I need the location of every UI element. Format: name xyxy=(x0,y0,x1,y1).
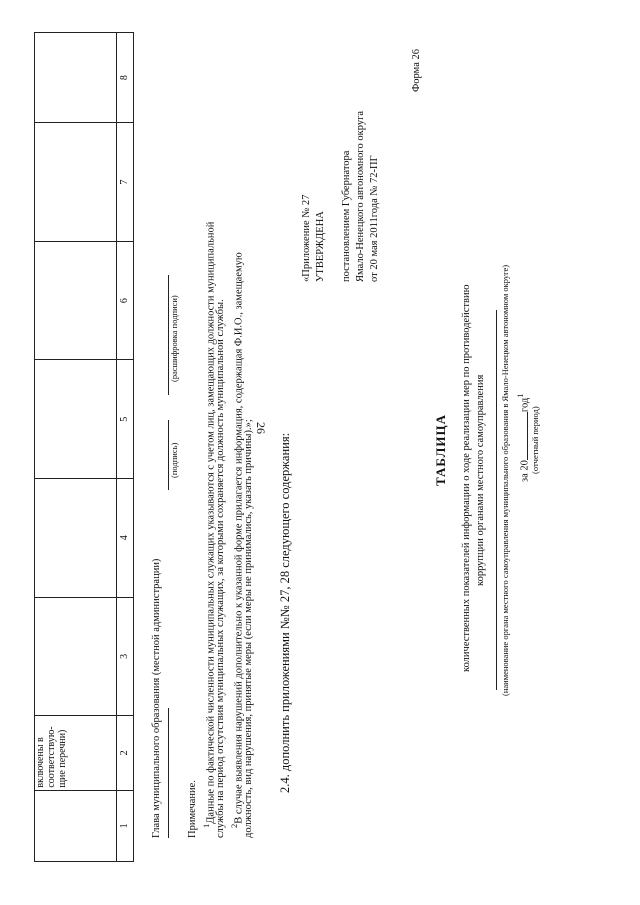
organ-name-note: (наименование органа местного самоуправления муниципального образования в Ямало-Ненецком автономном округе) xyxy=(500,264,510,696)
note-footnote-1: 1 xyxy=(201,823,211,828)
table-col-number: 5 xyxy=(116,360,133,479)
table-col-number: 7 xyxy=(116,123,133,242)
signature-rasshifrovka: (расшифровка подписи) xyxy=(169,295,179,382)
head-signature-label: Глава муниципального образования (местной администрации) xyxy=(151,558,162,838)
period-note: (отчетный период) xyxy=(530,406,540,474)
table-header-cell-7 xyxy=(35,123,117,242)
note-line-4: должность, вид нарушения, принятые меры (если меры не принимались, указать причины).»; xyxy=(243,419,254,838)
table-header-line: включены в xyxy=(35,737,46,788)
period-footnote: 1 xyxy=(515,393,525,398)
appendix-line-5: от 20 мая 2011года № 72-ПГ xyxy=(369,155,380,282)
indicators-table xyxy=(34,32,134,862)
appendix-line-2: УТВЕРЖДЕНА xyxy=(315,211,326,282)
table-col-number: 1 xyxy=(116,790,133,861)
appendix-line-1: «Приложение № 27 xyxy=(301,194,312,282)
appendix-line-4: Ямало-Ненецкого автономного округа xyxy=(355,110,366,282)
table-header-line: соответствую- xyxy=(46,726,57,788)
period-year-blank xyxy=(527,412,528,460)
table-col-number: 4 xyxy=(116,479,133,598)
table-header-cell-6 xyxy=(35,241,117,360)
table-header-cell-4 xyxy=(35,479,117,598)
table-col-number: 6 xyxy=(116,241,133,360)
note-text-1: Данные по фактической численности муниципальных служащих указываются с учетом лиц, замещающих должности муниципальной xyxy=(205,221,217,824)
appendix-line-3: постановлением Губернатора xyxy=(341,150,352,282)
table-header-cell-2 xyxy=(35,716,117,791)
table-header-line: щие перечни) xyxy=(57,729,68,788)
table-header-cell-5 xyxy=(35,360,117,479)
table-col-number: 3 xyxy=(116,597,133,716)
table-header-cell-1 xyxy=(35,790,117,861)
note-text-3: В случае выявления нарушений дополнительно к указанной форме прилагается информация, содержащая Ф.И.О., замещаемую xyxy=(233,252,245,824)
note-line-2: службы на период отсутствия муниципальных служащих, за которыми сохраняется должность муниципальной службы. xyxy=(215,299,226,838)
heading-line-1: количественных показателей информации о ходе реализации мер по противодействию xyxy=(461,284,472,672)
period-prefix: за 20 xyxy=(519,460,531,482)
note-title: Примечание. xyxy=(187,780,198,838)
table-header-cell-3 xyxy=(35,597,117,716)
table-col-number: 2 xyxy=(116,716,133,791)
period-suffix: год xyxy=(519,397,531,413)
note-footnote-2: 2 xyxy=(229,823,239,828)
clause-text: 2.4. дополнить приложениями №№ 27, 28 следующего содержания: xyxy=(278,432,292,793)
heading-line-2: коррупции органами местного самоуправления xyxy=(475,374,486,586)
period-line xyxy=(514,393,532,482)
signature-podpis: (подпись) xyxy=(169,442,179,478)
organ-name-line xyxy=(496,310,497,690)
form-label: Форма 26 xyxy=(411,49,422,92)
table-header-cell-8 xyxy=(35,33,117,123)
table-title: ТАБЛИЦА xyxy=(433,414,448,486)
signature-line-left xyxy=(168,708,169,838)
table-col-number: 8 xyxy=(116,33,133,123)
page-number: 26 xyxy=(254,422,268,434)
